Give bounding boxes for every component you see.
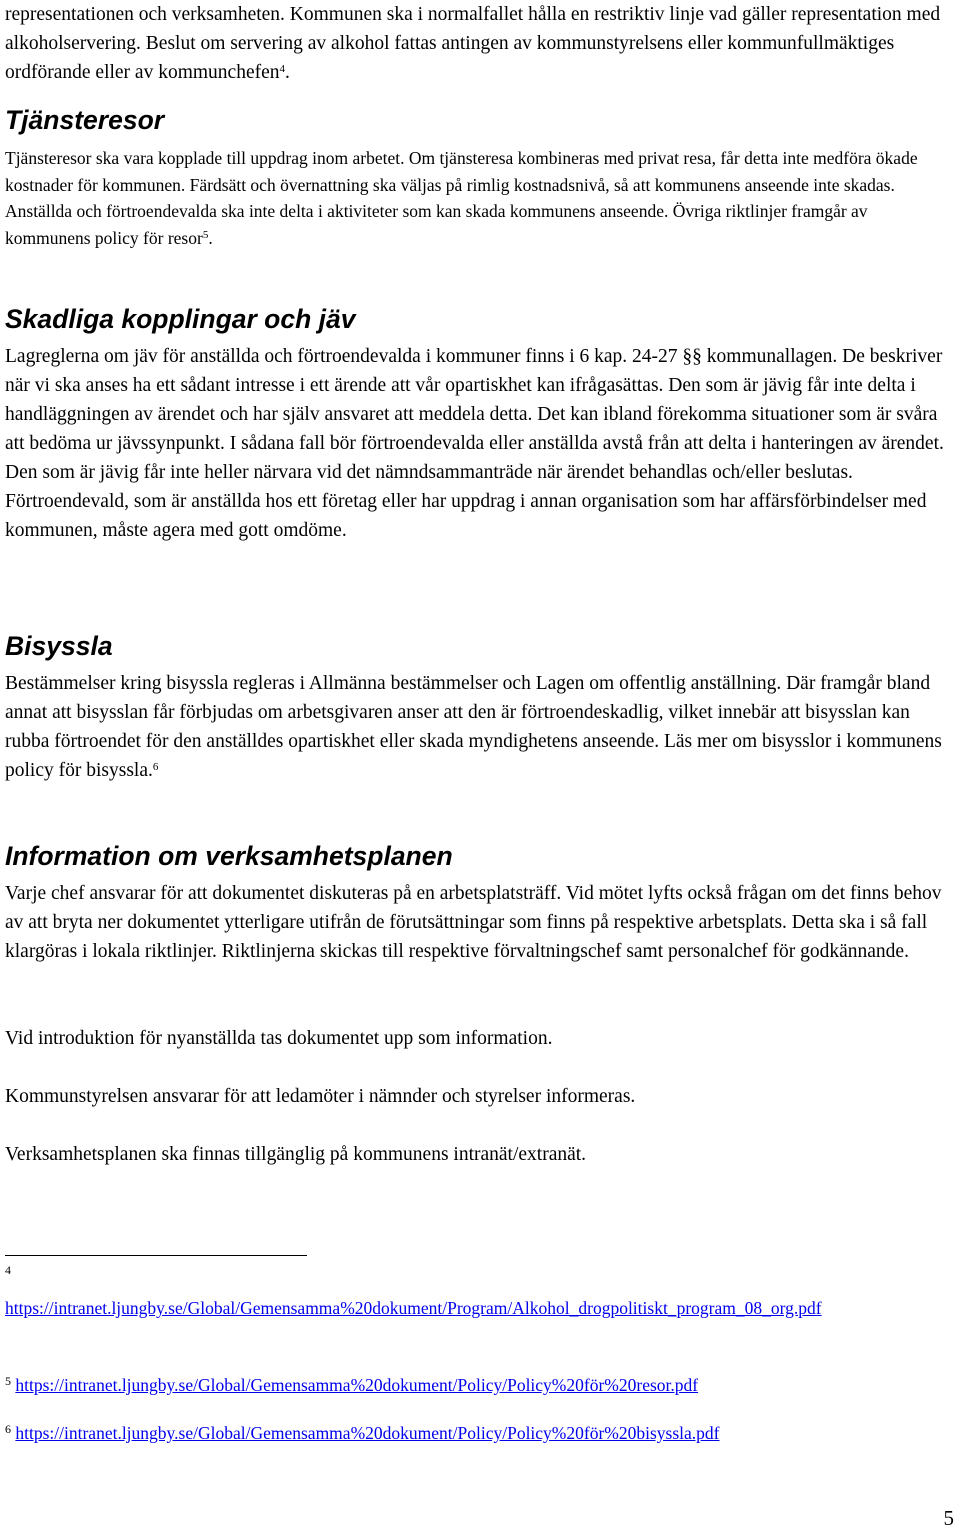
footnote-6-link[interactable]: https://intranet.ljungby.se/Global/Gemensamma%20dokument/Policy/Policy%20för%20bisyssla.pdf xyxy=(15,1423,720,1443)
footnote-5-number: 5 xyxy=(5,1374,11,1388)
information-paragraph-4: Verksamhetsplanen ska finnas tillgänglig på kommunens intranät/extranät. xyxy=(5,1144,587,1165)
footnote-ref-5[interactable]: 5 xyxy=(202,228,209,241)
footnote-ref-4[interactable]: 4 xyxy=(279,63,286,75)
footnote-separator xyxy=(5,1255,307,1256)
footnote-6 xyxy=(5,1420,955,1447)
jav-paragraph xyxy=(5,342,950,545)
heading-tjansteresor: Tjänsteresor xyxy=(5,105,165,135)
intro-paragraph xyxy=(5,0,945,87)
bisyssla-paragraph xyxy=(5,669,950,785)
intro-text: representationen och verksamheten. Kommunen ska i normalfallet hålla en restriktiv linje vad gäller representation med alkoholservering. Beslut om servering av alkohol fattas antingen av kommunstyrelsens eller kommunfullmäktiges ordförande eller av kommunchefen xyxy=(5,4,941,83)
heading-jav: Skadliga kopplingar och jäv xyxy=(5,304,356,334)
footnote-4-number: 4 xyxy=(5,1263,11,1277)
footnote-ref-6[interactable]: 6 xyxy=(152,761,159,773)
information-paragraph-3: Kommunstyrelsen ansvarar för att ledamöter i nämnder och styrelser informeras. xyxy=(5,1086,636,1107)
heading-information: Information om verksamhetsplanen xyxy=(5,841,453,871)
footnote-5 xyxy=(5,1372,955,1399)
footnote-6-number: 6 xyxy=(5,1422,11,1436)
tjansteresor-tail: . xyxy=(208,227,213,248)
heading-bisyssla: Bisyssla xyxy=(5,631,113,661)
footnote-5-link[interactable]: https://intranet.ljungby.se/Global/Gemensamma%20dokument/Policy/Policy%20för%20resor.pdf xyxy=(15,1375,699,1395)
page-number: 5 xyxy=(943,1506,954,1530)
information-paragraph-2: Vid introduktion för nyanställda tas dokumentet upp som information. xyxy=(5,1028,553,1049)
tjansteresor-text: Tjänsteresor ska vara kopplade till uppdrag inom arbetet. Om tjänsteresa kombineras med privat resa, får detta inte medföra ökade kostnader för kommunen. Färdsätt och övernattning ska väljas på rimlig kostnadsnivå, så att kommunens anseende inte skadas. Anställda och förtroendevalda ska inte delta i aktiviteter som kan skada kommunens anseende. Övriga riktlinjer framgår av kommunens policy för resor xyxy=(5,148,918,248)
footnote-4 xyxy=(5,1262,955,1322)
intro-tail: . xyxy=(285,62,290,83)
tjansteresor-paragraph xyxy=(5,145,950,251)
jav-text: Lagreglerna om jäv för anställda och förtroendevalda i kommuner finns i 6 kap. 24-27 §§ kommunallagen. De beskriver när vi ska anses ha ett sådant intresse i ett ärende att vår opartiskhet kan ifrågasättas. Den som är jävig får inte delta i handläggningen av ärendet och har själv ansvaret att meddela detta. Det kan ibland förekomma situationer som är svåra att bedöma ur jävssynpunkt. I sådana fall bör förtroendevalda eller anställda avstå från att delta i hanteringen av ärendet. Den som är jävig får inte heller närvara vid det nämndsammanträde när ärendet behandlas och/eller beslutas. Förtroendevald, som är anställda hos ett företag eller har uppdrag i annan organisation som har affärsförbindelser med kommunen, måste agera med gott omdöme. xyxy=(5,346,944,541)
footnote-4-link[interactable]: https://intranet.ljungby.se/Global/Gemensamma%20dokument/Program/Alkohol_drogpolitiskt_program_08_org.pdf xyxy=(5,1298,822,1318)
bisyssla-text: Bestämmelser kring bisyssla regleras i Allmänna bestämmelser och Lagen om offentlig anställning. Där framgår bland annat att bisysslan får förbjudas om arbetsgivaren anser att den är förtroendeskadlig, vilket innebär att bisysslan kan rubba förtroendet för den anställdes opartiskhet eller skada myndighetens anseende. Läs mer om bisysslor i kommunens policy för bisyssla. xyxy=(5,673,942,781)
information-paragraph-1: Varje chef ansvarar för att dokumentet diskuteras på en arbetsplatsträff. Vid mötet lyfts också frågan om det finns behov av att bryta ner dokumentet ytterligare utifrån de förutsättningar som finns på respektive arbetsplats. Detta ska i så fall klargöras i lokala riktlinjer. Riktlinjerna skickas till respektive förvaltningschef samt personalchef för godkännande. xyxy=(5,883,942,962)
